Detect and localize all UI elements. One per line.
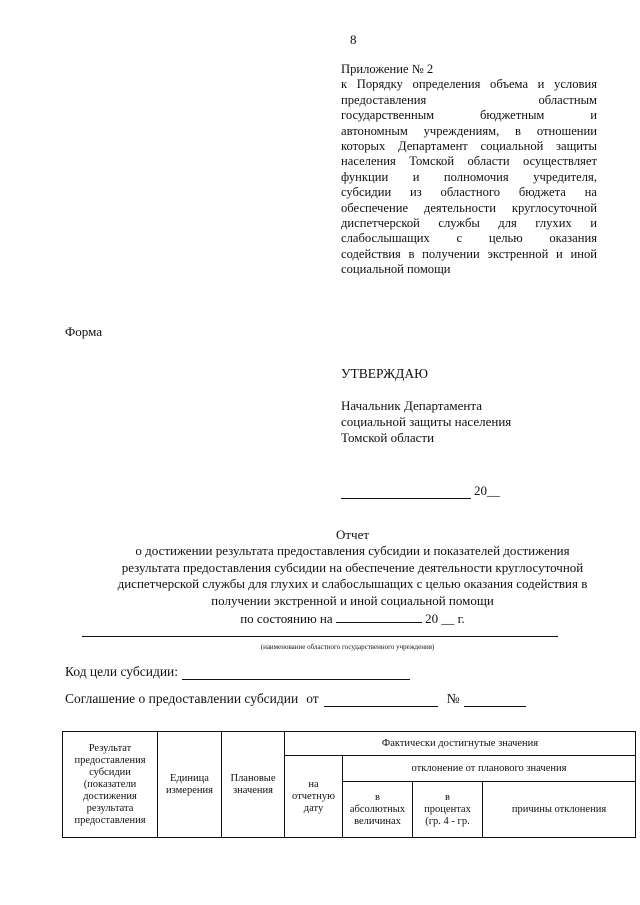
report-title-block xyxy=(60,527,640,627)
col-reasons: причины отклонения xyxy=(483,782,636,838)
appendix-line: автономным учреждениям, в отношении xyxy=(341,123,597,138)
appendix-header xyxy=(341,62,597,278)
approval-date-year: 20__ xyxy=(474,483,500,498)
agreement-number-blank[interactable] xyxy=(464,693,526,707)
col-unit: Единица измерения xyxy=(158,732,222,838)
group-deviation: отклонение от планового значения xyxy=(343,756,636,782)
page-number: 8 xyxy=(350,32,357,47)
as-of-date-blank[interactable] xyxy=(336,609,422,623)
appendix-line: социальной помощи xyxy=(341,262,451,277)
results-table xyxy=(62,731,636,838)
appendix-line: содействия в получении экстренной и иной xyxy=(341,246,597,261)
appendix-line: Приложение № 2 xyxy=(341,62,434,76)
report-title-line: получении экстренной и иной социальной помощи xyxy=(211,592,494,608)
report-title-line: результата предоставления субсидии на обеспечение деятельности круглосуточной xyxy=(121,559,584,575)
as-of-year: 20 __ г. xyxy=(425,611,465,627)
signatory-line: Начальник Департамента xyxy=(341,398,482,413)
appendix-line: диспетчерской службы для глухих и xyxy=(341,216,597,231)
signatory-line: Томской области xyxy=(341,430,435,445)
appendix-line: которых Департамент социальной защиты xyxy=(341,139,597,154)
agreement-row xyxy=(65,691,526,707)
agreement-from: от xyxy=(306,691,319,706)
report-title-line: о достижении результата предоставления субсидии и показателей достижения xyxy=(135,543,570,559)
appendix-line: населения Томской области осуществляет xyxy=(341,154,597,169)
appendix-line: слабослышащих с целью оказания xyxy=(341,231,597,246)
group-actual: Фактически достигнутые значения xyxy=(285,732,636,756)
subsidy-code-row xyxy=(65,664,410,680)
col-absolute: в абсолютных величинах xyxy=(343,782,413,838)
approval-date-line xyxy=(341,483,500,499)
institution-caption: (наименование областного государственного учреждения) xyxy=(260,643,435,651)
institution-name-line[interactable] xyxy=(82,636,558,637)
col-plan: Плановые значения xyxy=(222,732,285,838)
agreement-date-blank[interactable] xyxy=(324,693,438,707)
subsidy-code-label: Код цели субсидии: xyxy=(65,664,179,679)
col-percent: в процентах (гр. 4 - гр. xyxy=(413,782,483,838)
form-label: Форма xyxy=(65,324,102,339)
appendix-line: предоставления областным xyxy=(341,92,597,107)
approval-date-blank[interactable] xyxy=(341,485,471,499)
appendix-line: субсидии из областного бюджета на xyxy=(341,185,597,200)
approval-signatory xyxy=(341,398,511,446)
appendix-line: обеспечение деятельности круглосуточной xyxy=(341,200,597,215)
approval-title: УТВЕРЖДАЮ xyxy=(341,366,429,381)
agreement-label: Соглашение о предоставлении субсидии xyxy=(65,691,299,706)
report-title: Отчет xyxy=(335,527,370,542)
col-result: Результат предоставления субсидии (показатели достижения результата предоставления xyxy=(63,732,158,838)
subsidy-code-blank[interactable] xyxy=(182,666,410,680)
appendix-line: к Порядку определения объема и условия xyxy=(341,77,597,92)
signatory-line: социальной защиты населения xyxy=(341,414,512,429)
report-as-of xyxy=(60,609,640,627)
appendix-line: функции и полномочия учредителя, xyxy=(341,169,597,184)
appendix-line: государственным бюджетным и xyxy=(341,108,597,123)
agreement-number-sign: № xyxy=(446,691,460,706)
col-reporting-date: на отчетную дату xyxy=(285,756,343,838)
as-of-label: по состоянию на xyxy=(240,611,333,627)
report-title-line: диспетчерской службы для глухих и слабослышащих с целью оказания содействия в xyxy=(117,576,588,592)
